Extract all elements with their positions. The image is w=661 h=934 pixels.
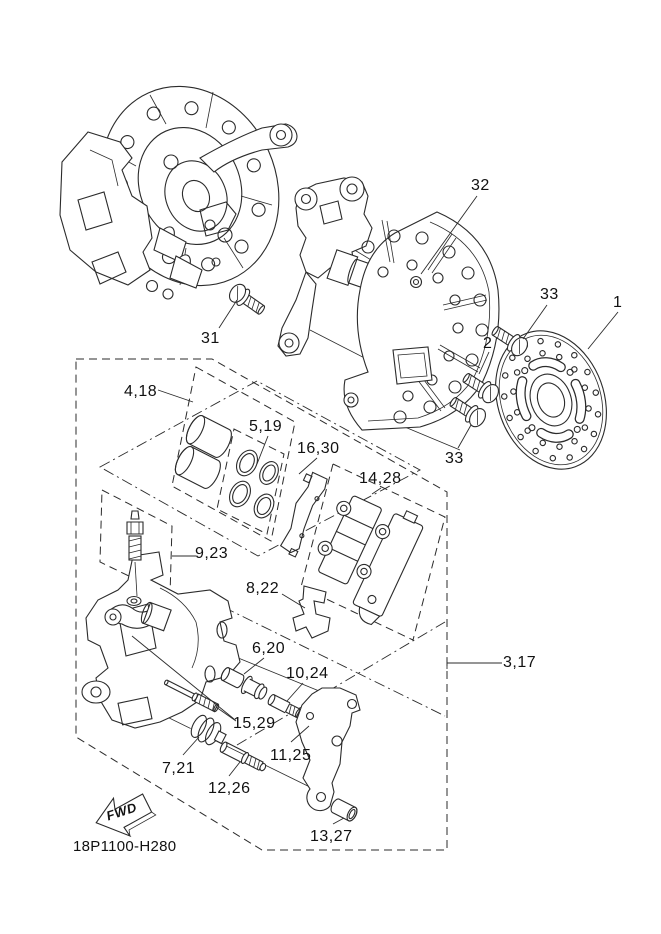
part-label-8-22: 8,22 (246, 580, 280, 597)
part-label-6-20: 6,20 (252, 640, 286, 657)
part-label-2: 2 (483, 335, 493, 352)
drawing-number: 18P1100-H280 (73, 838, 177, 855)
part-label-32: 32 (471, 177, 490, 194)
part-label-7-21: 7,21 (162, 760, 196, 777)
slide-bushing (218, 664, 269, 703)
collar (329, 797, 359, 822)
part-label-14-28: 14,28 (359, 470, 402, 487)
part-label-5-19: 5,19 (249, 418, 283, 435)
part-label-1: 1 (613, 294, 623, 311)
part-label-3-17: 3,17 (503, 654, 537, 671)
part-label-9-23: 9,23 (195, 545, 229, 562)
part-label-16-30: 16,30 (297, 440, 340, 457)
brake-disc (477, 315, 625, 485)
part-label-33-lower: 33 (445, 450, 464, 467)
piston-seal-kit (225, 447, 282, 522)
slide-pin (219, 741, 268, 774)
bolt-31 (226, 281, 268, 319)
part-label-12-26: 12,26 (208, 780, 251, 797)
part-label-11-25: 11,25 (270, 747, 312, 764)
part-label-13-27: 13,27 (310, 828, 353, 845)
caliper-pistons (172, 413, 235, 491)
part-label-31: 31 (201, 330, 220, 347)
fwd-direction-label: FWD (104, 799, 139, 824)
part-label-4-18: 4,18 (124, 383, 158, 400)
assembled-caliper-block (60, 132, 152, 285)
part-label-33-upper: 33 (540, 286, 559, 303)
part-label-15-29: 15,29 (233, 715, 276, 732)
brake-pads (309, 491, 427, 628)
caliper-body (82, 552, 240, 728)
disc-guard (344, 212, 499, 430)
assembled-hub-view (60, 58, 310, 314)
pad-spring (293, 586, 330, 638)
assembled-pistons (154, 224, 202, 288)
part-label-10-24: 10,24 (286, 665, 329, 682)
